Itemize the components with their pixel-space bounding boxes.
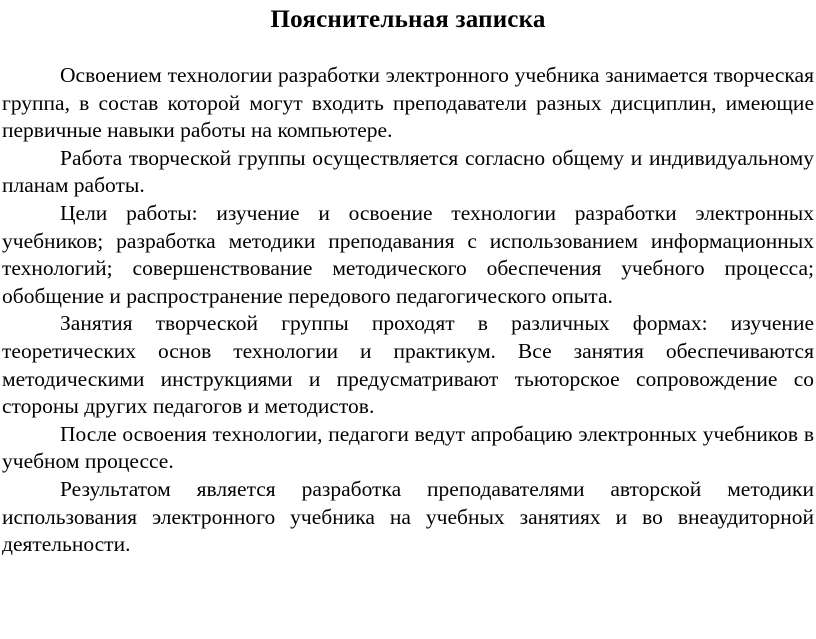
paragraph-result: Результатом является разработка преподавателями авторской методики использования электронного учебника на учебных занятиях и во внеаудиторной деятельности. [2,476,814,557]
paragraph-approbation: После освоения технологии, педагоги ведут апробацию электронных учебников в учебном процессе. [2,421,814,474]
paragraph-goals: Цели работы: изучение и освоение технологии разработки электронных учебников; разработка методики преподавания с использованием информационных технологий; совершенствование методического обеспечения учебного процесса; обобщение и распространение передового педагогического опыта. [2,200,814,308]
document-body [2,62,814,559]
paragraph-sessions: Занятия творческой группы проходят в различных формах: изучение теоретических основ технологии и практикум. Все занятия обеспечиваются методическими инструкциями и предусматривают тьюторское сопровождение со стороны других педагогов и методистов. [2,311,814,419]
paragraph-work-plans: Работа творческой группы осуществляется согласно общему и индивидуальному планам работы. [2,145,814,198]
paragraph-creative-group: Освоением технологии разработки электронного учебника занимается творческая группа, в состав которой могут входить преподаватели разных дисциплин, имеющие первичные навыки работы на компьютере. [2,63,814,143]
page-title: Пояснительная записка [270,6,546,33]
